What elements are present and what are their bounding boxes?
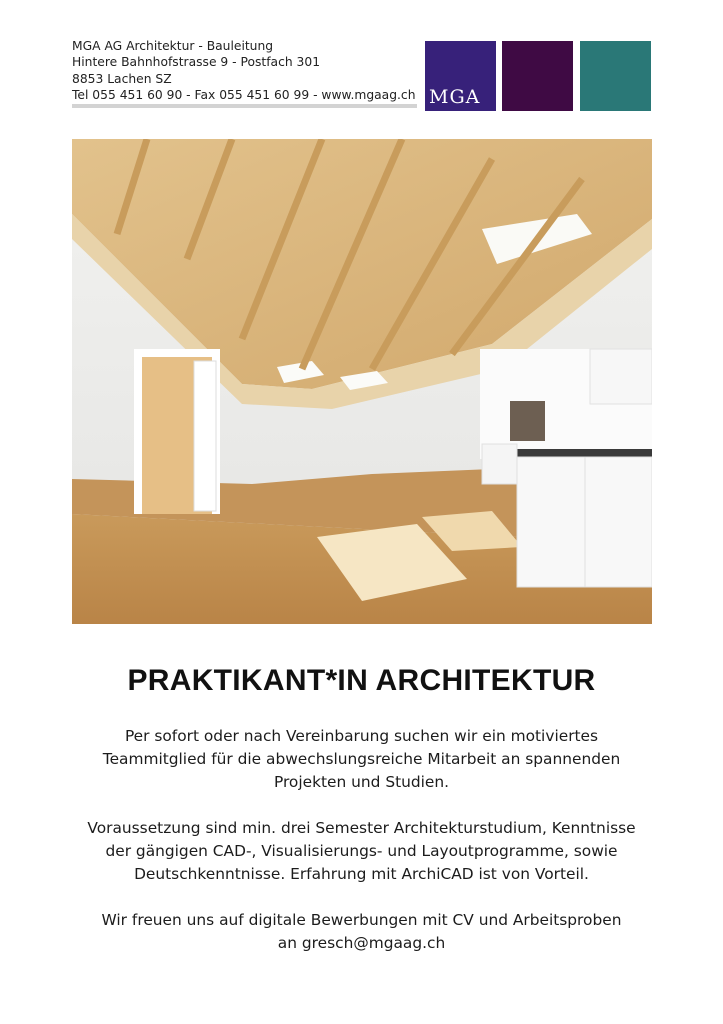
text-line: Projekten und Studien. <box>273 773 450 791</box>
text-line: Deutschkenntnisse. Erfahrung mit ArchiCAD ist von Vorteil. <box>134 865 589 883</box>
company-name-line: MGA AG Architektur - Bauleitung <box>72 39 274 53</box>
logo-text: MGA <box>429 86 481 108</box>
interior-photo <box>72 139 652 624</box>
intro-paragraph <box>60 725 663 794</box>
text-line: Voraussetzung sind min. drei Semester Architekturstudium, Kenntnisse <box>87 819 636 837</box>
requirements-paragraph <box>60 817 663 886</box>
text-line: an gresch@mgaag.ch <box>277 934 446 952</box>
page-title: PRAKTIKANT*IN ARCHITEKTUR <box>127 664 596 697</box>
logo-box-blue <box>425 41 496 111</box>
header-divider <box>72 104 417 108</box>
logo-box-teal <box>580 41 651 111</box>
contact-line: Tel 055 451 60 90 - Fax 055 451 60 99 - www.mgaag.ch <box>72 88 416 103</box>
street-line: Hintere Bahnhofstrasse 9 - Postfach 301 <box>72 55 321 70</box>
company-address-block <box>72 38 417 104</box>
city-line: 8853 Lachen SZ <box>72 71 172 86</box>
text-line: Per sofort oder nach Vereinbarung suchen wir ein motiviertes <box>124 727 599 745</box>
text-line: der gängigen CAD-, Visualisierungs- und Layoutprogramme, sowie <box>105 842 618 860</box>
text-line: Teammitglied für die abwechslungsreiche Mitarbeit an spannenden <box>102 750 621 768</box>
application-paragraph <box>60 909 663 955</box>
logo-box-purple <box>502 41 573 111</box>
text-line: Wir freuen uns auf digitale Bewerbungen mit CV und Arbeitsproben <box>101 911 622 929</box>
